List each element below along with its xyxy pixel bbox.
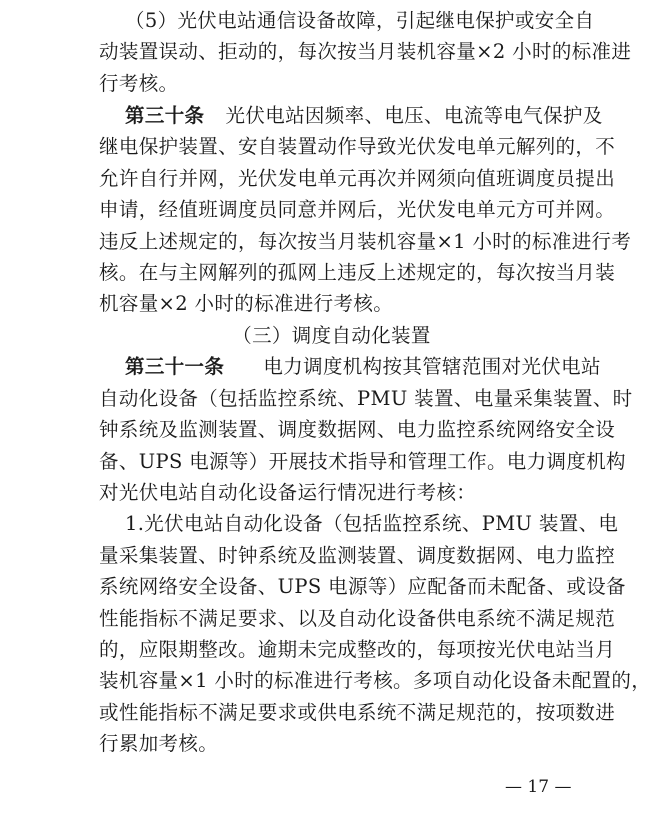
item1-line-4: 性能指标不满足要求、以及自动化设备供电系统不满足规范 [99,607,616,630]
article31-line-5: 对光伏电站自动化设备运行情况进行考核： [99,481,477,504]
article31-label: 第三十一条 [125,355,225,378]
article30-line-3: 允许自行并网，光伏发电单元再次并网须向值班调度员提出 [99,167,616,190]
article30-line-2: 继电保护装置、安自装置动作导致光伏发电单元解列的，不 [99,135,616,158]
item1-line-5: 的，应限期整改。逾期未完成整改的，每项按光伏电站当月 [99,638,616,661]
item5-line-2: 动装置误动、拒动的，每次按当月装机容量×2 小时的标准进 [99,40,632,63]
article30-line-4: 申请，经值班调度员同意并网后，光伏发电单元方可并网。 [99,198,616,221]
item1-line-8: 行累加考核。 [99,732,219,755]
article30-line-7: 机容量×2 小时的标准进行考核。 [99,292,394,315]
article30-line-1-text: 光伏电站因频率、电压、电流等电气保护及 [225,104,603,127]
article30-line-6: 核。在与主网解列的孤网上违反上述规定的，每次按当月装 [99,261,616,284]
item5-line-3: 行考核。 [99,72,179,95]
page-number: — 17 — [505,777,572,797]
article31-line-3: 钟系统及监测装置、调度数据网、电力监控系统网络安全设 [99,418,616,441]
item1-line-3: 系统网络安全设备、UPS 电源等）应配备而未配备、或设备 [99,575,626,598]
article31-line-4: 备、UPS 电源等）开展技术指导和管理工作。电力调度机构 [99,450,626,473]
section-heading: （三）调度自动化装置 [232,324,431,347]
item5-line-1: （5）光伏电站通信设备故障，引起继电保护或安全自 [125,9,595,32]
article31-line-2: 自动化设备（包括监控系统、PMU 装置、电量采集装置、时 [99,387,633,410]
article30-label: 第三十条 [125,104,205,127]
article30-line-5: 违反上述规定的，每次按当月装机容量×1 小时的标准进行考 [99,230,632,253]
item1-line-2: 量采集装置、时钟系统及监测装置、调度数据网、电力监控 [99,544,616,567]
article30-line-1 [125,103,603,129]
item1-line-7: 或性能指标不满足要求或供电系统不满足规范的，按项数进 [99,701,616,724]
item1-line-6: 装机容量×1 小时的标准进行考核。多项自动化设备未配置的， [99,669,652,692]
item1-line-1: 1.光伏电站自动化设备（包括监控系统、PMU 装置、电 [125,512,619,535]
article31-line-1-text: 电力调度机构按其管辖范围对光伏电站 [263,355,601,378]
article31-line-1 [125,354,601,380]
